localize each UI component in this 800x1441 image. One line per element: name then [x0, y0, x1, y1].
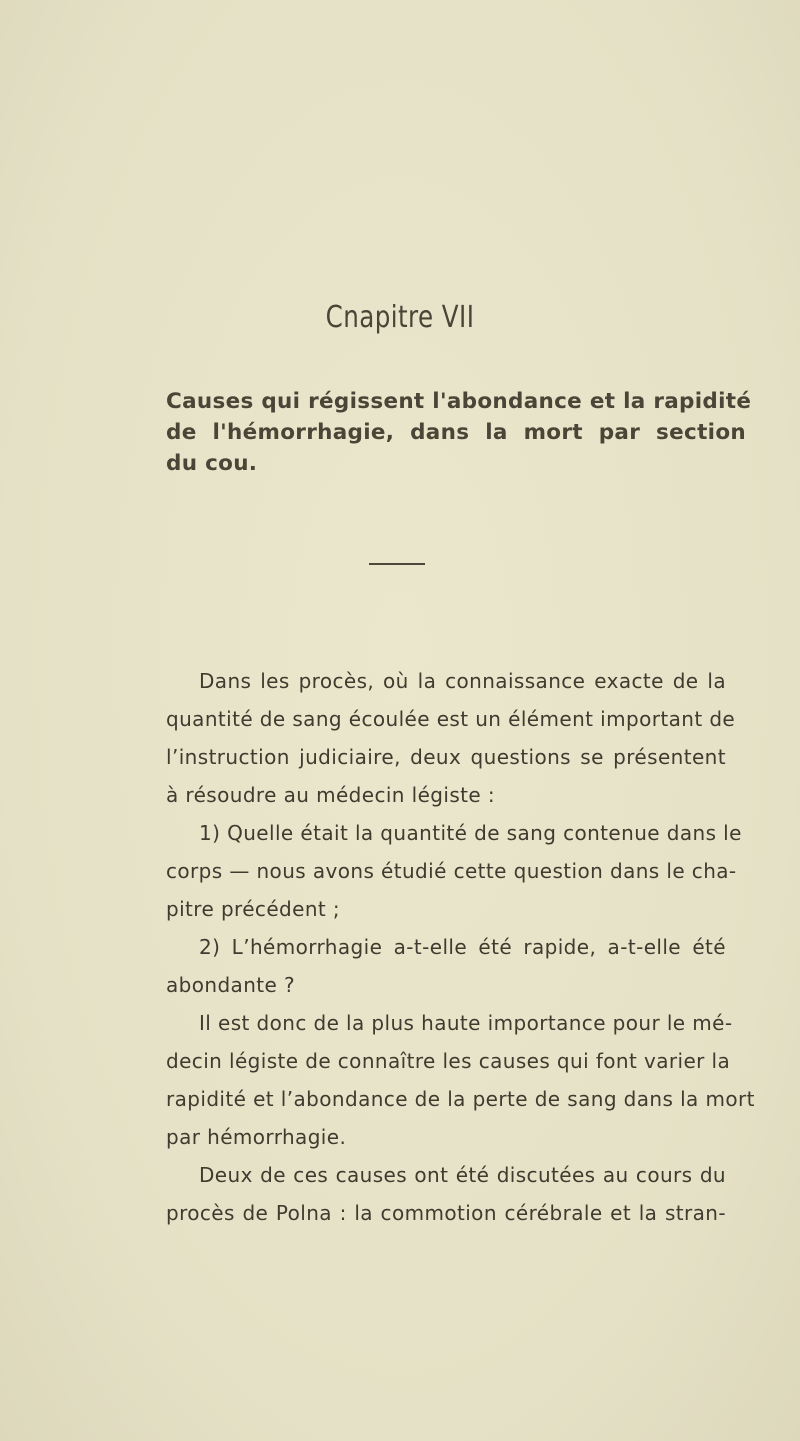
text-line: pitre précédent ;: [166, 897, 341, 921]
text-line: 1) Quelle était la quantité de sang contenue dans le: [199, 821, 742, 845]
text-line: quantité de sang écoulée est un élément important de: [166, 707, 736, 731]
text-line: corps — nous avons étudié cette question dans le cha-: [166, 859, 737, 883]
chapter-title-line: Causes qui régissent l'abondance et la rapidité: [166, 389, 752, 414]
chapter-title-line: du cou.: [166, 451, 258, 476]
text-line: abondante ?: [166, 973, 296, 997]
body-text: [166, 662, 755, 1232]
text-line: Il est donc de la plus haute importance pour le mé-: [199, 1011, 733, 1035]
text-line: l’instruction judiciaire, deux questions se présentent: [166, 745, 726, 769]
chapter-title: [166, 386, 752, 479]
text-line: 2) L’hémorrhagie a-t-elle été rapide, a-t-elle été: [199, 935, 726, 959]
chapter-heading: Cnapitre VII: [325, 300, 475, 335]
section-separator: [369, 563, 425, 565]
text-line: Deux de ces causes ont été discutées au cours du: [199, 1163, 726, 1187]
text-line: procès de Polna : la commotion cérébrale et la stran-: [166, 1201, 726, 1225]
text-line: par hémorrhagie.: [166, 1125, 347, 1149]
text-line: decin légiste de connaître les causes qui font varier la: [166, 1049, 731, 1073]
text-line: à résoudre au médecin légiste :: [166, 783, 496, 807]
text-line: rapidité et l’abondance de la perte de sang dans la mort: [166, 1087, 755, 1111]
text-line: Dans les procès, où la connaissance exacte de la: [199, 669, 726, 693]
chapter-title-line: de l'hémorrhagie, dans la mort par section: [166, 420, 746, 445]
